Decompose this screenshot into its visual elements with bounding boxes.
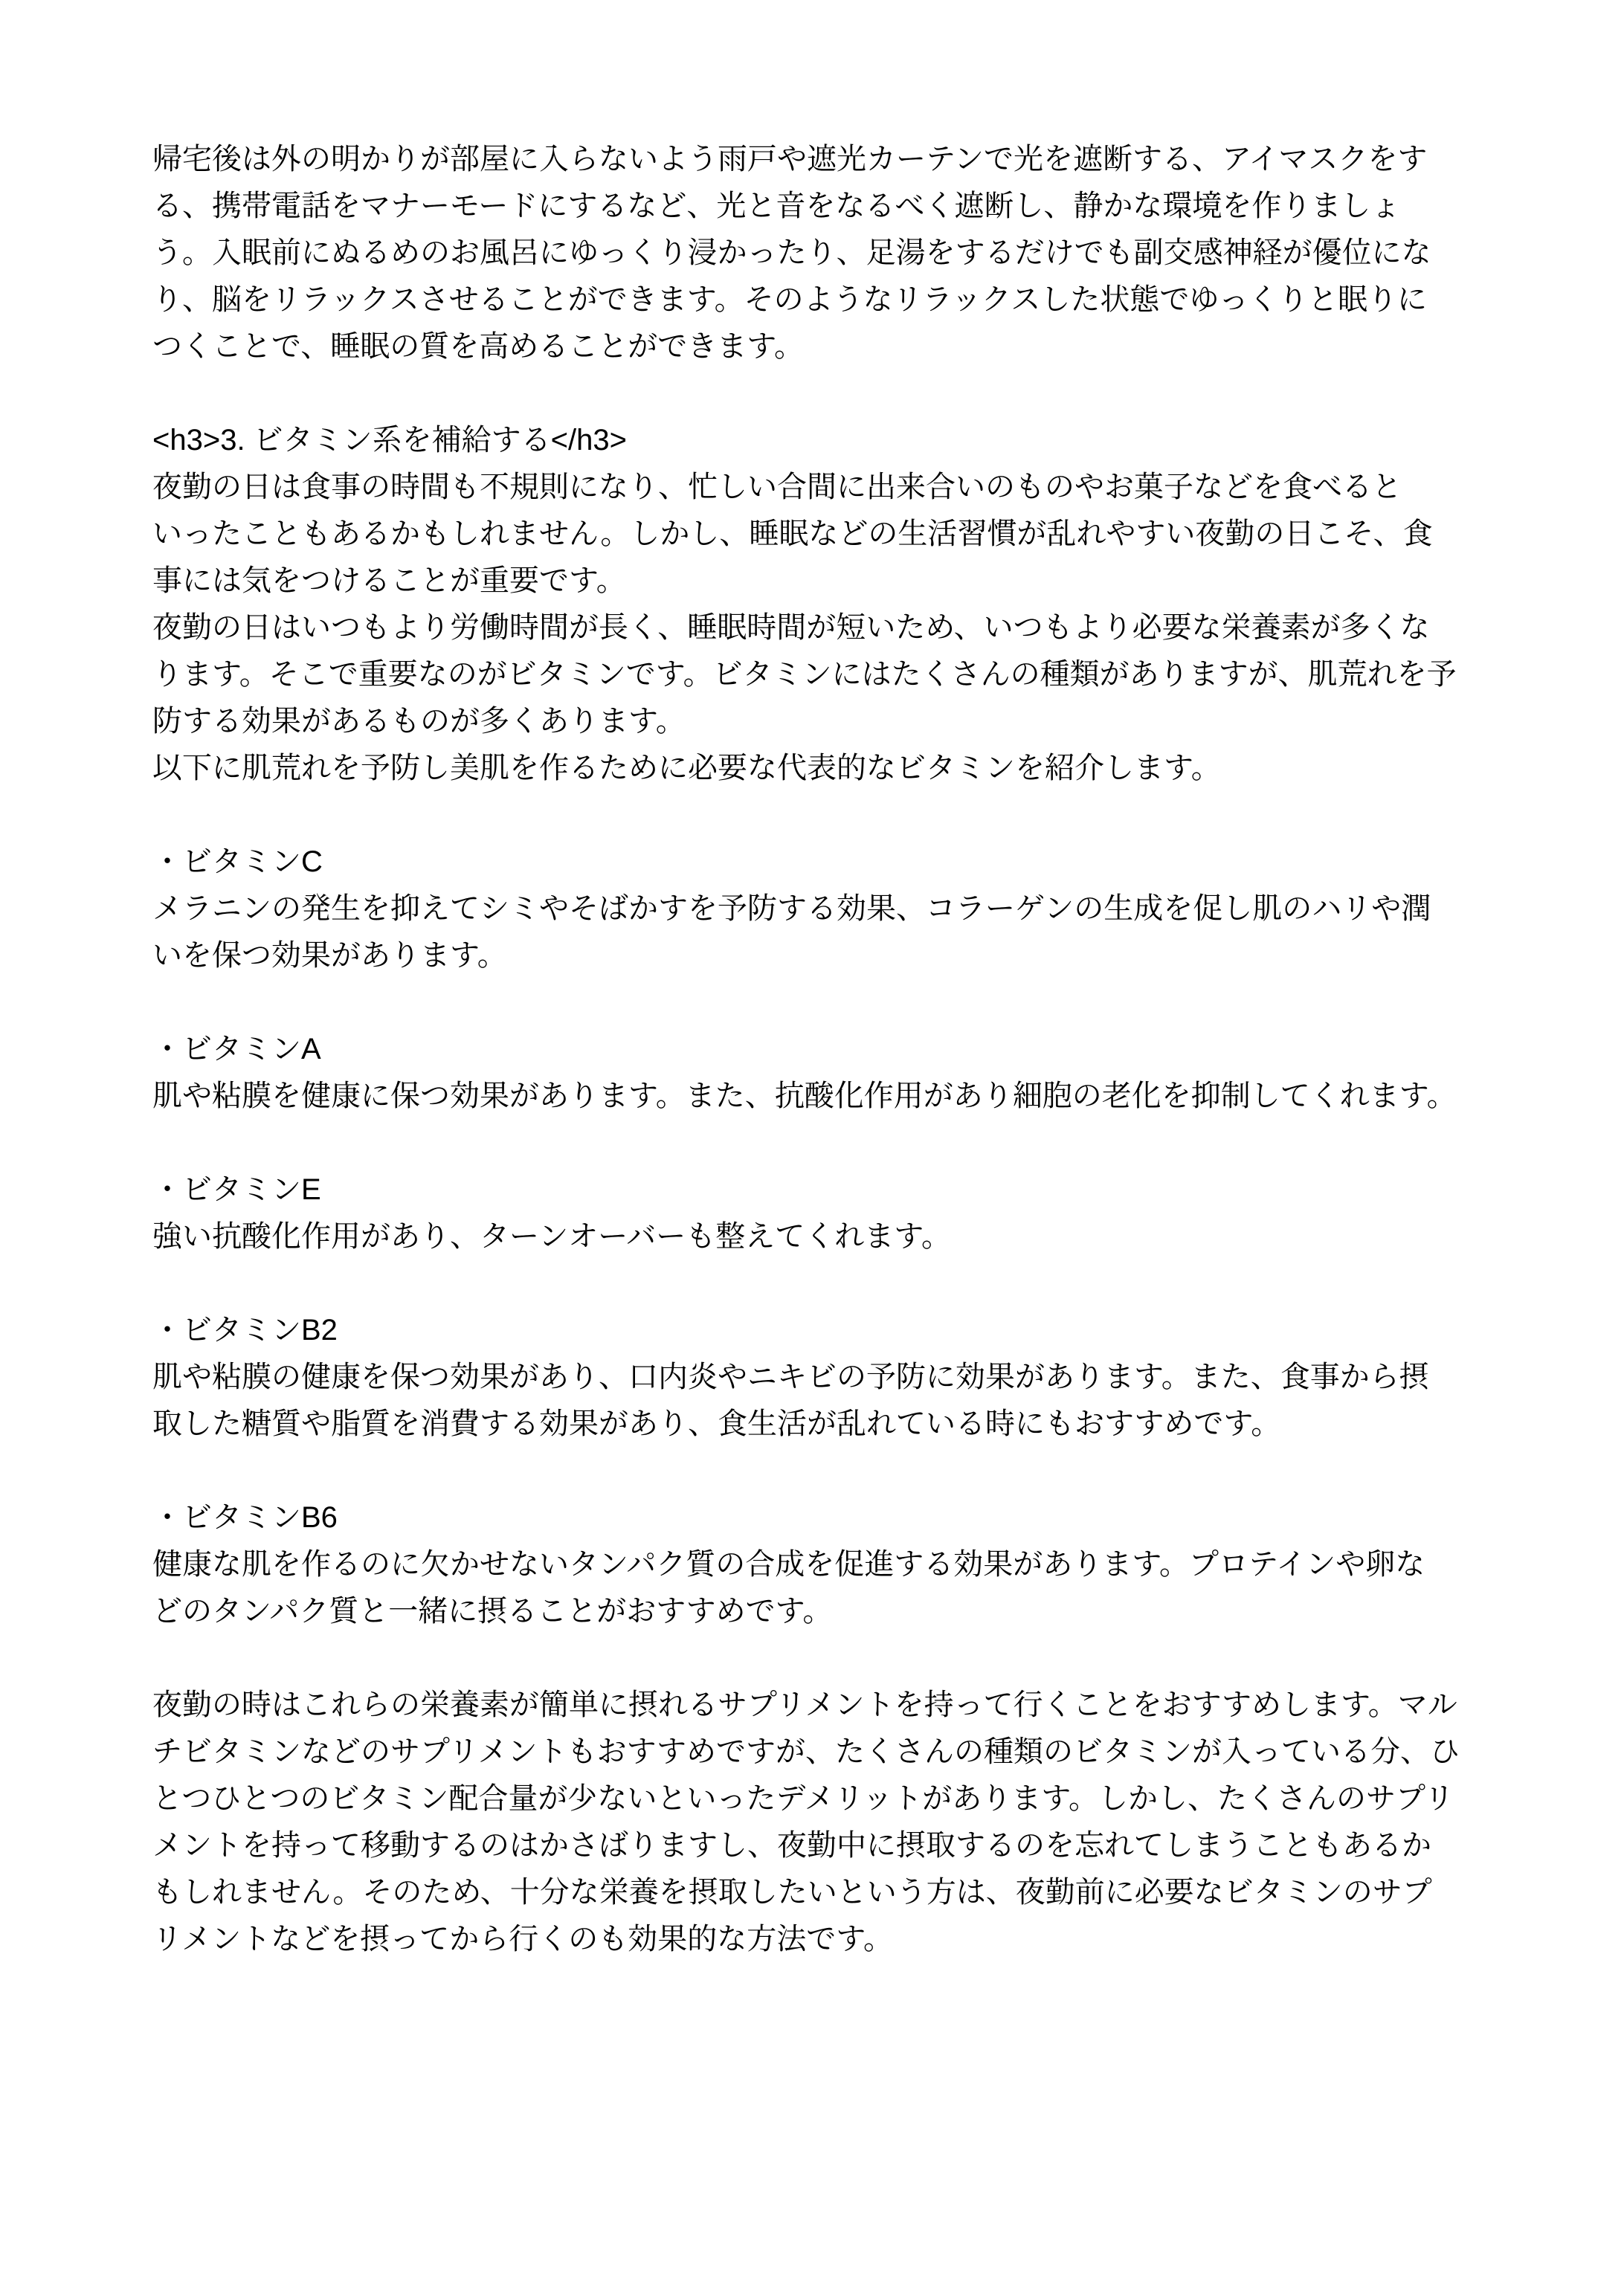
text-line: ・ビタミンB2 bbox=[152, 1314, 338, 1347]
section-vitamin-c bbox=[152, 839, 1500, 979]
text-line: ・ビタミンC bbox=[152, 845, 323, 878]
text-line: とつひとつのビタミン配合量が少ないといったデメリットがあります。しかし、たくさんのサプリ bbox=[152, 1782, 1454, 1815]
text-line: 肌や粘膜を健康に保つ効果があります。また、抗酸化作用があり細胞の老化を抑制してくれます。 bbox=[152, 1080, 1457, 1112]
text-line: ・ビタミンE bbox=[152, 1173, 321, 1206]
text-line: つくことで、睡眠の質を高めることができます。 bbox=[152, 330, 804, 363]
section-vitamin-b2 bbox=[152, 1307, 1500, 1448]
text-line: 肌や粘膜の健康を保つ効果があり、口内炎やニキビの予防に効果があります。また、食事から摂 bbox=[152, 1361, 1429, 1393]
section-vitamin-a bbox=[152, 1026, 1500, 1120]
text-line: 以下に肌荒れを予防し美肌を作るために必要な代表的なビタミンを紹介します。 bbox=[152, 752, 1221, 784]
text-line: 夜勤の日はいつもより労働時間が長く、睡眠時間が短いため、いつもより必要な栄養素が多くな bbox=[152, 611, 1430, 644]
text-line: う。入眠前にぬるめのお風呂にゆっくり浸かったり、足湯をするだけでも副交感神経が優位にな bbox=[152, 236, 1431, 269]
section-vitamin-intro bbox=[152, 417, 1500, 792]
text-line: いったこともあるかもしれません。しかし、睡眠などの生活習慣が乱れやすい夜勤の日こそ、食 bbox=[152, 517, 1433, 550]
text-line: リメントなどを摂ってから行くのも効果的な方法です。 bbox=[152, 1923, 893, 1955]
section-vitamin-b6 bbox=[152, 1494, 1500, 1635]
text-line: メラニンの発生を抑えてシミやそばかすを予防する効果、コラーゲンの生成を促し肌のハリや潤 bbox=[152, 892, 1431, 925]
text-line: 取した糖質や脂質を消費する効果があり、食生活が乱れている時にもおすすめです。 bbox=[152, 1407, 1281, 1440]
text-line: り、脳をリラックスさせることができます。そのようなリラックスした状態でゆっくりと眠りに bbox=[152, 283, 1427, 316]
text-line: ・ビタミンA bbox=[152, 1033, 321, 1065]
text-line: 強い抗酸化作用があり、ターンオーバーも整えてくれます。 bbox=[152, 1220, 951, 1253]
paragraph-evening-routine bbox=[152, 136, 1500, 370]
text-line: もしれません。そのため、十分な栄養を摂取したいという方は、夜勤前に必要なビタミンのサプ bbox=[152, 1876, 1432, 1909]
text-line: 事には気をつけることが重要です。 bbox=[152, 564, 626, 597]
text-line: ・ビタミンB6 bbox=[152, 1501, 338, 1534]
text-line: <h3>3. ビタミン系を補給する</h3> bbox=[152, 424, 628, 457]
text-line: メントを持って移動するのはかさばりますし、夜勤中に摂取するのを忘れてしまうこともあるか bbox=[152, 1829, 1431, 1862]
section-vitamin-e bbox=[152, 1167, 1500, 1260]
text-line: 健康な肌を作るのに欠かせないタンパク質の合成を促進する効果があります。プロテインや卵な bbox=[152, 1548, 1425, 1581]
text-line: 防する効果があるものが多くあります。 bbox=[152, 705, 686, 738]
text-line: どのタンパク質と一緒に摂ることがおすすめです。 bbox=[152, 1595, 833, 1628]
text-line: チビタミンなどのサプリメントもおすすめですが、たくさんの種類のビタミンが入っている分、ひ bbox=[152, 1735, 1460, 1768]
text-line: 帰宅後は外の明かりが部屋に入らないよう雨戸や遮光カーテンで光を遮断する、アイマスクをす bbox=[152, 143, 1428, 175]
text-line: いを保つ効果があります。 bbox=[152, 939, 507, 972]
article-body bbox=[152, 136, 1500, 2010]
text-line: る、携帯電話をマナーモードにするなど、光と音をなるべく遮断し、静かな環境を作りましょ bbox=[152, 190, 1401, 222]
text-line: 夜勤の日は食事の時間も不規則になり、忙しい合間に出来合いのものやお菓子などを食べると bbox=[152, 471, 1402, 503]
text-line: ります。そこで重要なのがビタミンです。ビタミンにはたくさんの種類がありますが、肌荒れを予 bbox=[152, 658, 1457, 691]
paragraph-supplement-advice bbox=[152, 1682, 1500, 1963]
text-line: 夜勤の時はこれらの栄養素が簡単に摂れるサプリメントを持って行くことをおすすめします。マル bbox=[152, 1689, 1457, 1721]
